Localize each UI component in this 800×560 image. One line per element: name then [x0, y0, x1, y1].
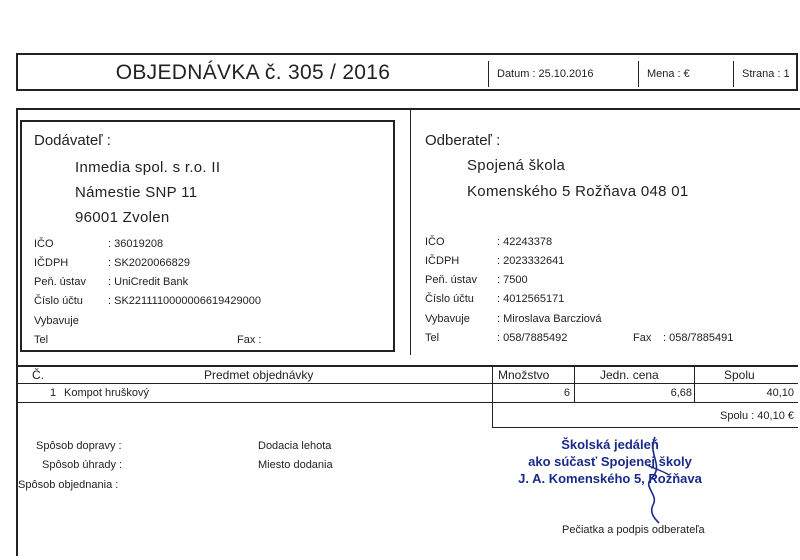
supplier-handler-label: Vybavuje	[34, 315, 79, 327]
col-header-unit-price: Jedn. cena	[600, 368, 659, 382]
supplier-name: Inmedia spol. s r.o. II	[75, 159, 221, 176]
document-title: OBJEDNÁVKA č. 305 / 2016	[115, 61, 391, 84]
order-method-label: Spôsob objednania :	[18, 479, 119, 491]
payment-label: Spôsob úhrady :	[42, 459, 123, 471]
currency-cell: Mena : €	[638, 61, 733, 87]
customer-tel-label: Tel	[425, 332, 440, 344]
table-header-rule	[18, 383, 798, 384]
col-header-qty: Množstvo	[498, 368, 550, 382]
customer-bank-value: : 7500	[497, 274, 528, 286]
row-no: 1	[50, 387, 57, 399]
supplier-ico-value: : 36019208	[108, 238, 164, 250]
table-sum-rule	[492, 427, 798, 428]
customer-handler-value: : Miroslava Barcziová	[497, 313, 602, 325]
customer-box	[411, 120, 799, 352]
sum-row: Spolu : 40,10 €	[719, 410, 794, 422]
order-header	[16, 53, 798, 91]
supplier-icdph-label: IČDPH	[34, 257, 69, 269]
stamp-line-1: Školská jedáleň	[561, 437, 659, 452]
row-qty: 6	[563, 387, 570, 399]
currency-value: €	[683, 68, 690, 80]
supplier-box	[20, 120, 395, 352]
customer-handler-label: Vybavuje	[425, 313, 470, 325]
supplier-heading: Dodávateľ :	[34, 132, 111, 149]
customer-icdph-value: : 2023332641	[497, 255, 565, 267]
supplier-tel-label: Tel	[34, 334, 49, 346]
customer-ico-label: IČO	[425, 236, 445, 248]
supplier-account-value: : SK2211110000006619429000	[108, 295, 261, 307]
page-cell: Strana : 1	[733, 61, 798, 87]
handwritten-signature	[625, 435, 685, 525]
signature-label: Pečiatka a podpis odberateľa	[562, 524, 705, 536]
supplier-account-label: Číslo účtu	[34, 295, 83, 307]
row-unit-price: 6,68	[670, 387, 692, 399]
date-label: Datum	[497, 68, 530, 80]
col-header-no: Č.	[32, 368, 44, 382]
items-table	[18, 365, 798, 428]
delivery-date-label: Dodacia lehota	[258, 440, 332, 452]
supplier-ico-label: IČO	[34, 238, 54, 250]
supplier-icdph-value: : SK2020066829	[108, 257, 190, 269]
page-label: Strana	[742, 68, 775, 80]
customer-account-value: : 4012565171	[497, 293, 565, 305]
customer-icdph-label: IČDPH	[425, 255, 460, 267]
sum-value: 40,10 €	[757, 410, 794, 422]
transport-label: Spôsob dopravy :	[36, 440, 122, 452]
stamp-line-3: J. A. Komenského 5, Rožňava	[518, 471, 702, 486]
supplier-city: 96001 Zvolen	[75, 209, 170, 226]
currency-label: Mena	[647, 68, 675, 80]
table-top-rule	[18, 365, 798, 367]
col-header-total: Spolu	[724, 368, 755, 382]
customer-tel-value: : 058/7885492	[497, 332, 568, 344]
supplier-bank-value: : UniCredit Bank	[108, 276, 189, 288]
row-subject: Kompot hruškový	[64, 387, 149, 399]
page-value: 1	[783, 68, 790, 80]
delivery-place-label: Miesto dodania	[258, 459, 333, 471]
supplier-street: Námestie SNP 11	[75, 184, 198, 201]
date-cell: Datum : 25.10.2016	[488, 61, 638, 87]
supplier-bank-label: Peň. ústav	[34, 276, 86, 288]
supplier-fax-label: Fax :	[237, 334, 262, 346]
customer-fax-label: Fax	[633, 332, 652, 344]
customer-fax-value: : 058/7885491	[663, 332, 734, 344]
customer-ico-value: : 42243378	[497, 236, 553, 248]
customer-address: Komenského 5 Rožňava 048 01	[467, 183, 689, 200]
customer-bank-label: Peň. ústav	[425, 274, 477, 286]
stamp-line-2: ako súčasť Spojenej školy	[528, 454, 692, 469]
table-row-rule	[18, 402, 798, 403]
date-value: 25.10.2016	[538, 68, 594, 80]
row-total: 40,10	[766, 387, 794, 399]
customer-name: Spojená škola	[467, 157, 566, 174]
col-header-subject: Predmet objednávky	[204, 368, 314, 382]
customer-account-label: Číslo účtu	[425, 293, 474, 305]
customer-heading: Odberateľ :	[425, 132, 501, 149]
